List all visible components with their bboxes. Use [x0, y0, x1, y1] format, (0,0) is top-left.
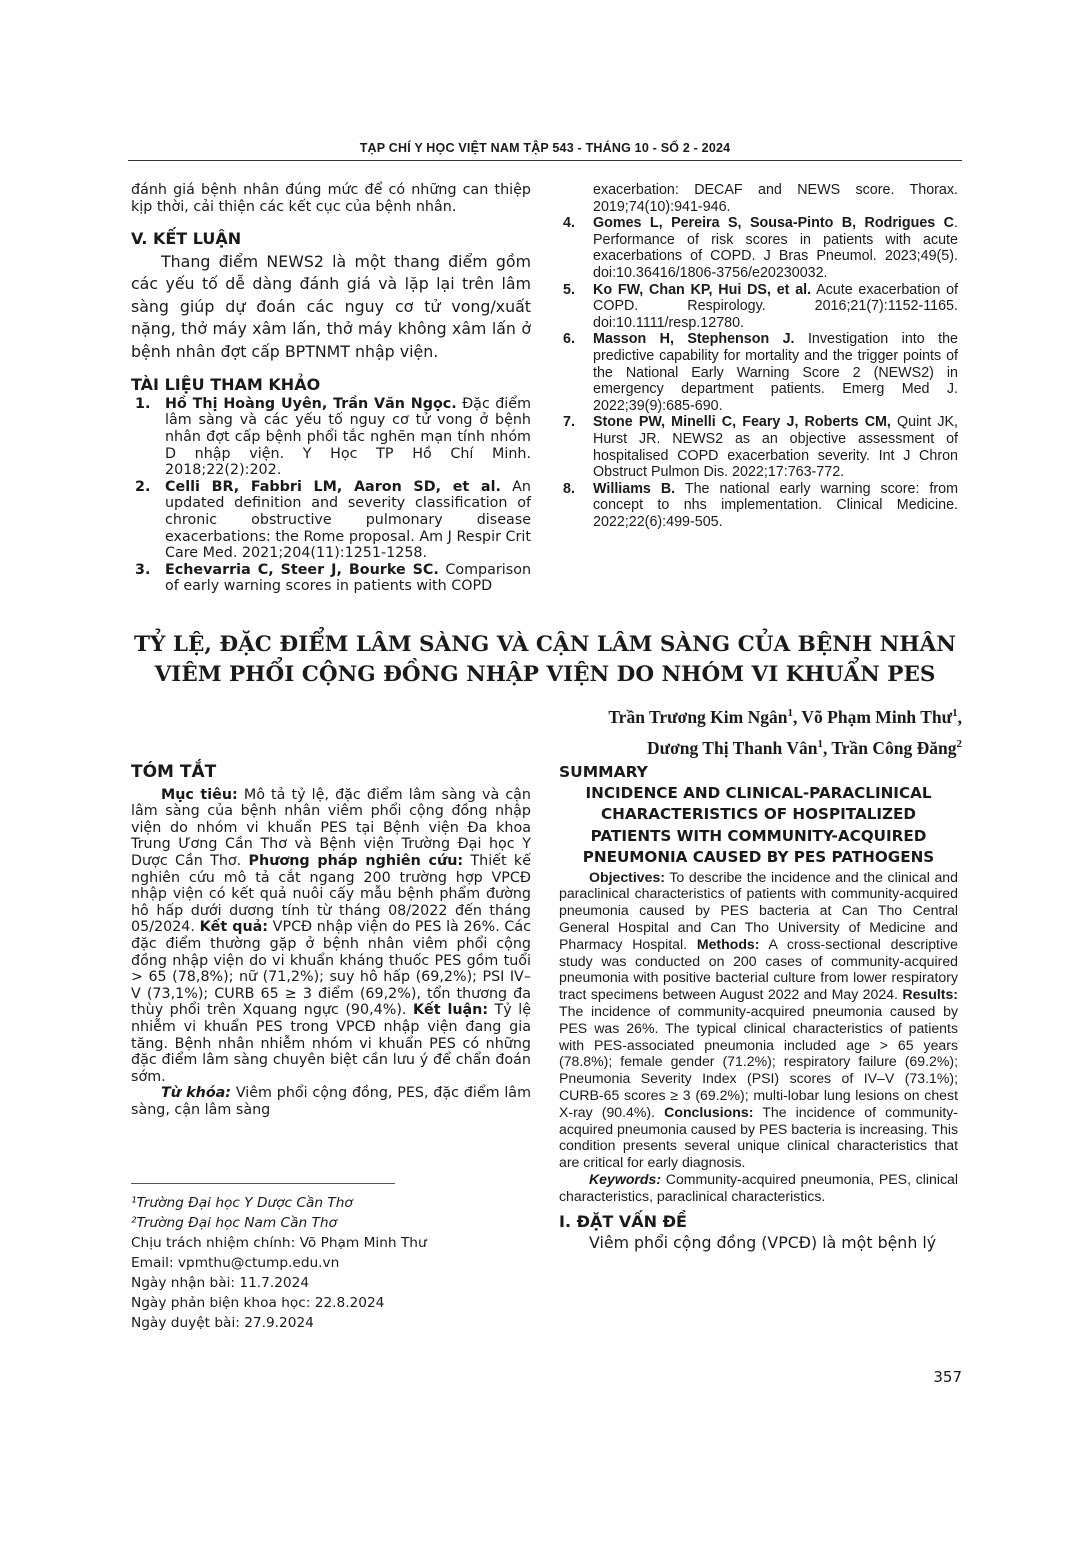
footnotes — [131, 1193, 531, 1333]
corresponding-author: Chịu trách nhiệm chính: Võ Phạm Minh Thư — [131, 1235, 427, 1251]
author-affiliation: 2 — [956, 737, 962, 750]
reference-authors: Hồ Thị Hoàng Uyên, Trần Văn Ngọc. — [165, 395, 457, 412]
summary-keywords: Keywords: Community-acquired pneumonia, PES, clinical characteristics, paraclinical characteristics. — [559, 1170, 958, 1204]
reference-item — [559, 282, 958, 332]
reference-authors: Williams B. — [593, 480, 676, 497]
reference-item — [131, 562, 531, 595]
reference-text: Quint JK, Hurst JR. NEWS2 as an objective assessment of hospitalised COPD exacerbation severity. Int J Chron Obstruct Pulmon Dis. 2022;17:763-772. — [593, 414, 958, 481]
author-name: Trần Công Đăng — [831, 737, 957, 758]
reference-text: exacerbation: DECAF and NEWS score. Thorax. 2019;74(10):941-946. — [593, 182, 958, 215]
author-list — [608, 700, 962, 762]
reference-number: 3. — [135, 561, 151, 578]
accepted-date: Ngày duyệt bài: 27.9.2024 — [131, 1315, 314, 1331]
reference-text: Investigation into the predictive capability for mortality and the trigger points of the National Early Warning Score 2 (NEWS2) in emergency department patients. Emerg Med J. 2022;39(9):685-690. — [593, 331, 958, 414]
summary-title: INCIDENCE AND CLINICAL-PARACLINICAL CHARACTERISTICS OF HOSPITALIZED PATIENTS WITH COMMUNITY-ACQUIRED PNEUMONIA CAUSED BY PES PATHOGENS — [582, 783, 935, 867]
reference-authors: Stone PW, Minelli C, Feary J, Roberts CM, — [593, 414, 891, 431]
author-name: Trần Trương Kim Ngân — [608, 706, 788, 727]
intro-continuation: đánh giá bệnh nhân đúng mức để có những can thiệp kịp thời, cải thiện các kết cục của bệnh nhân. — [131, 182, 531, 215]
reference-text: The national early warning score: from concept to nhs implementation. Clinical Medicine. 2022;22(6):499-505. — [593, 480, 958, 530]
footnote-rule — [131, 1183, 395, 1184]
reference-number: 1. — [135, 395, 151, 412]
reference-text: An updated definition and severity classification of chronic obstructive pulmonary disease exacerbations: the Rome proposal. Am J Respir Crit Care Med. 2021;204(11):1251-1258. — [165, 478, 531, 562]
reference-authors: Masson H, Stephenson J. — [593, 331, 795, 348]
affiliation-1: ¹Trường Đại học Y Dược Cần Thơ — [131, 1195, 353, 1211]
header-rule — [128, 160, 962, 161]
abstract-heading: TÓM TẮT — [131, 762, 217, 782]
email: Email: vpmthu@ctump.edu.vn — [131, 1255, 340, 1271]
article-title-line-2: VIÊM PHỔI CỘNG ĐỒNG NHẬP VIỆN DO NHÓM VI KHUẨN PES — [154, 662, 936, 687]
summary-body: Objectives: To describe the incidence and the clinical and paraclinical characteristics of patients with community-acquired pneumonia caused by PES bacteria at Can Tho Central General Hospital and Can Tho University of Medicine and Pharmacy Hospital. Methods: A cross-sectional descriptive study was conducted on 200 cases of community-acquired pneumonia with positive bacterial culture from lower respiratory tract specimens between August 2022 and May 2024. Results: The incidence of community-acquired pneumonia caused by PES was 26%. The typical clinical characteristics of patients with PES-associated pneumonia included age > 65 years (78.8%); female gender (71.2%); respiratory failure (69.2%); Pneumonia Severity Index (PSI) scores of IV–V (73.1%); CURB-65 scores ≥ 3 (69.2%); multi-lobar lung lesions on chest X-ray (90.4%). Conclusions: The incidence of community-acquired pneumonia caused by PES bacteria is increasing. This condition presents several unique clinical characteristics that are critical for early diagnosis. — [559, 868, 958, 1171]
conclusion-heading: V. KẾT LUẬN — [131, 229, 242, 249]
author-affiliation: 1 — [817, 737, 823, 750]
reference-authors: Ko FW, Chan KP, Hui DS, et al. — [593, 281, 812, 298]
references-list-right — [559, 182, 958, 530]
reference-text: Acute exacerbation of COPD. Respirology. 2016;21(7):1152-1165. doi:10.1111/resp.12780. — [593, 281, 958, 331]
reference-number: 7. — [563, 414, 575, 431]
references-heading: TÀI LIỆU THAM KHẢO — [131, 375, 321, 395]
review-date: Ngày phản biện khoa học: 22.8.2024 — [131, 1295, 385, 1311]
author-line-2: Dương Thị Thanh Vân$^1$, Trần Công Đăng$^2$ — [646, 737, 962, 758]
left-column-top — [131, 182, 531, 595]
reference-item — [559, 182, 958, 215]
reference-item — [131, 396, 531, 479]
right-column-top — [559, 182, 958, 530]
author-name: Võ Phạm Minh Thư — [801, 706, 953, 727]
reference-item — [559, 331, 958, 414]
reference-text: . Performance of risk scores in patients with acute exacerbations of COPD. J Bras Pneumol. 2023;49(5). doi:10.36416/1806-3756/e20230032. — [593, 215, 958, 281]
introduction-heading: I. ĐẶT VẤN ĐỀ — [559, 1211, 687, 1231]
article-title-line-1: TỶ LỆ, ĐẶC ĐIỂM LÂM SÀNG VÀ CẬN LÂM SÀNG CỦA BỆNH NHÂN — [134, 632, 956, 657]
article-title — [128, 630, 962, 690]
reference-number: 4. — [563, 215, 575, 232]
author-affiliation: 1 — [952, 707, 958, 719]
reference-text: Comparison of early warning scores in patients with COPD — [165, 561, 532, 595]
references-list-left — [131, 396, 531, 595]
author-name: Dương Thị Thanh Vân — [646, 737, 818, 758]
reference-number: 6. — [563, 331, 575, 348]
abstract-vietnamese — [131, 764, 531, 1118]
reference-number: 2. — [135, 478, 151, 495]
conclusion-text: Thang điểm NEWS2 là một thang điểm gồm các yếu tố dễ dàng đánh giá và lặp lại trên lâm sàng giúp dự đoán các nguy cơ tử vong/xuất nặng, thở máy xâm lấn, thở máy không xâm lấn ở bệnh nhân đợt cấp BPTNMT nhập viện. — [131, 251, 531, 361]
received-date: Ngày nhận bài: 11.7.2024 — [131, 1275, 310, 1291]
reference-item — [559, 481, 958, 531]
reference-authors: Celli BR, Fabbri LM, Aaron SD, et al. — [165, 478, 501, 495]
reference-item — [559, 414, 958, 480]
abstract-english — [559, 764, 958, 1254]
reference-item — [131, 479, 531, 562]
author-line-1: Trần Trương Kim Ngân$^1$, Võ Phạm Minh Thư$^1$, — [608, 706, 962, 727]
introduction-text: Viêm phổi cộng đồng (VPCĐ) là một bệnh lý — [589, 1233, 937, 1253]
page-number: 357 — [933, 1368, 962, 1386]
summary-heading: SUMMARY — [559, 763, 648, 781]
reference-number: 8. — [563, 480, 575, 497]
reference-item — [559, 215, 958, 281]
reference-authors: Gomes L, Pereira S, Sousa-Pinto B, Rodrigues C — [593, 215, 955, 232]
reference-authors: Echevarria C, Steer J, Bourke SC. — [165, 561, 439, 578]
abstract-keywords: Từ khóa: Viêm phổi cộng đồng, PES, đặc điểm lâm sàng, cận lâm sàng — [131, 1085, 531, 1118]
author-affiliation: 1 — [787, 707, 793, 719]
journal-header: TẠP CHÍ Y HỌC VIỆT NAM TẬP 543 - THÁNG 10 - SỐ 2 - 2024 — [359, 141, 731, 155]
reference-number: 5. — [563, 281, 575, 298]
reference-text: Đặc điểm lâm sàng và các yếu tố nguy cơ tử vong ở bệnh nhân đợt cấp bệnh phổi tắc nghẽn mạn tính nhóm D nhập viện. Y Học TP Hồ Chí Minh. 2018;22(2):202. — [165, 395, 531, 479]
abstract-body: Mục tiêu: Mô tả tỷ lệ, đặc điểm lâm sàng và cận lâm sàng của bệnh nhân viêm phổi cộng đồng nhập viện do nhóm vi khuẩn PES tại Bệnh viện Đa khoa Trung Ương Cần Thơ và Bệnh viện Trường Đại học Y Dược Cần Thơ. Phương pháp nghiên cứu: Thiết kế nghiên cứu mô tả cắt ngang 200 trường hợp VPCĐ nhập viện có kết quả nuôi cấy mẫu bệnh phẩm đường hô hấp dưới dương tính từ tháng 08/2022 đến tháng 05/2024. Kết quả: VPCĐ nhập viện do PES là 26%. Các đặc điểm thường gặp ở bệnh nhân viêm phổi cộng đồng nhập viện do vi khuẩn kháng thuốc PES gồm tuổi > 65 (78,8%); nữ (71,2%); suy hô hấp (69,2%); PSI IV–V (73,1%); CURB 65 ≥ 3 điểm (69,2%), tổn thương đa thùy phổi trên Xquang ngực (90,4%). Kết luận: Tỷ lệ nhiễm vi khuẩn PES trong VPCĐ nhập viện đang gia tăng. Bệnh nhân nhiễm nhóm vi khuẩn PES có những đặc điểm lâm sàng chuyên biệt cần lưu ý để chẩn đoán sớm. — [131, 786, 531, 1085]
affiliation-2: ²Trường Đại học Nam Cần Thơ — [131, 1215, 337, 1231]
